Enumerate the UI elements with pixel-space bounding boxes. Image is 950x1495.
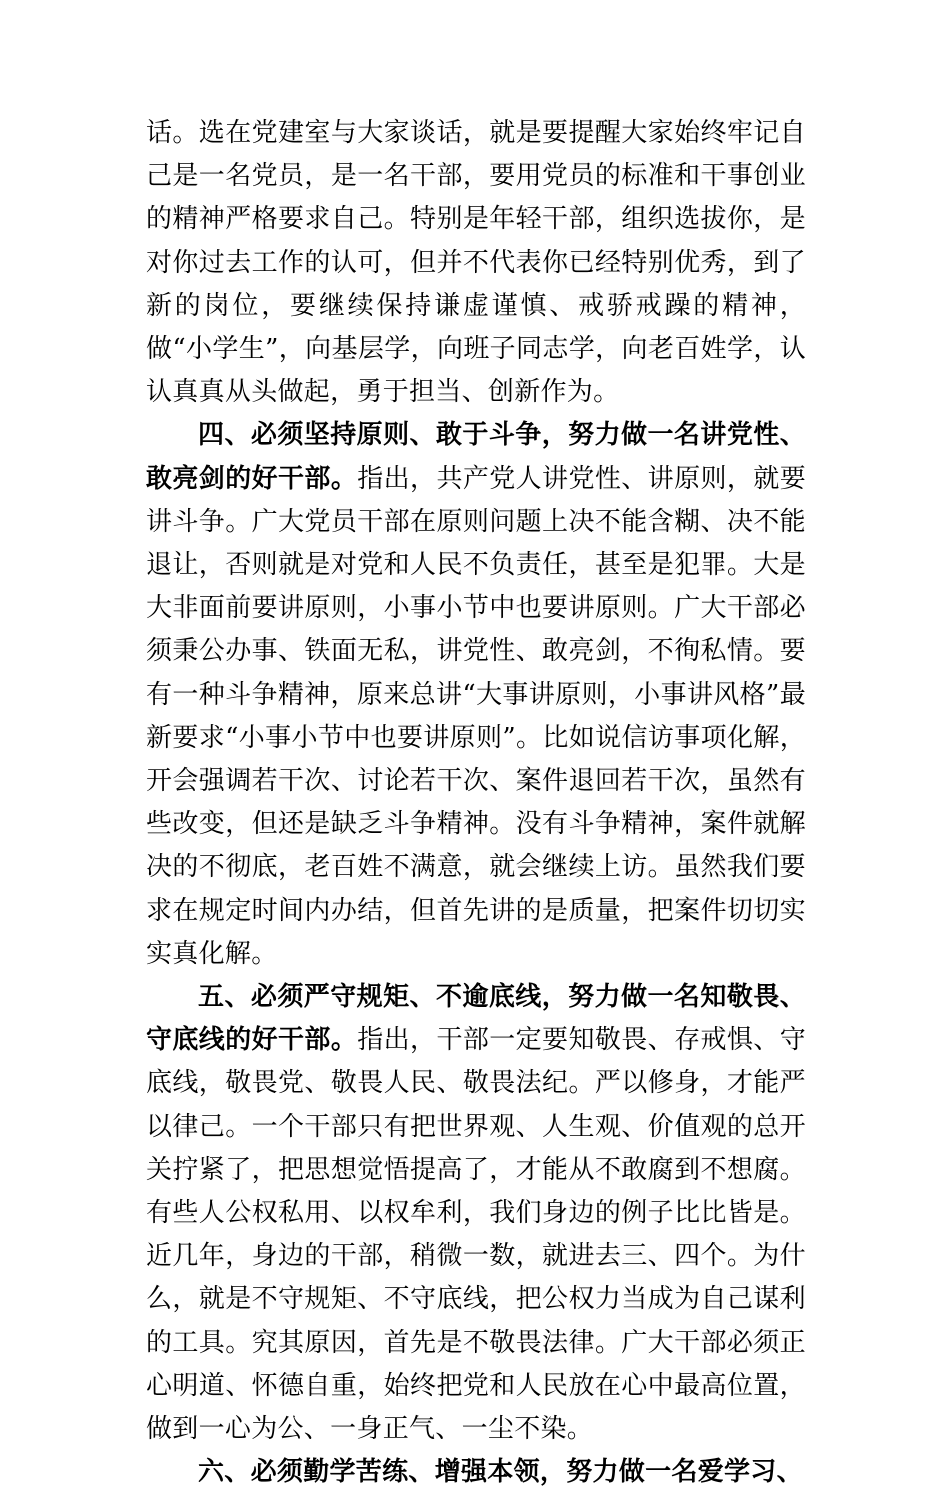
section-four-heading: 四、必须坚持原则、敢于斗争，努力做一名讲党性、敢亮剑的好干部。	[146, 420, 806, 494]
section-four-body: 指出，共产党人讲党性、讲原则，就要讲斗争。广大党员干部在原则问题上决不能含糊、决不能退让，否则就是对党和人民不负责任，甚至是犯罪。大是大非面前要讲原则，小事小节中也要讲原则。广大干部必须秉公办事、铁面无私，讲党性、敢亮剑，不徇私情。要有一种斗争精神，原来总讲“大事讲原则，小事讲风格”最新要求“小事小节中也要讲原则”。比如说信访事项化解，开会强调若干次、讨论若干次、案件退回若干次，虽然有些改变，但还是缺乏斗争精神。没有斗争精神，案件就解决的不彻底，老百姓不满意，就会继续上访。虽然我们要求在规定时间内办结，但首先讲的是质量，把案件切切实实真化解。	[146, 463, 806, 969]
section-five-paragraph	[146, 976, 806, 1451]
section-five-body: 指出，干部一定要知敬畏、存戒惧、守底线，敬畏党、敬畏人民、敬畏法纪。严以修身，才能严以律己。一个干部只有把世界观、人生观、价值观的总开关拧紧了，把思想觉悟提高了，才能从不敢腐到不想腐。有些人公权私用、以权牟利，我们身边的例子比比皆是。近几年，身边的干部，稍微一数，就进去三、四个。为什么，就是不守规矩、不守底线，把公权力当成为自己谋利的工具。究其原因，首先是不敬畏法律。广大干部必须正心明道、怀德自重，始终把党和人民放在心中最高位置，做到一心为公、一身正气、一尘不染。	[146, 1025, 806, 1445]
document-page	[146, 112, 806, 1495]
intro-paragraph: 话。选在党建室与大家谈话，就是要提醒大家始终牢记自己是一名党员，是一名干部，要用党员的标准和干事创业的精神严格要求自己。特别是年轻干部，组织选拔你，是对你过去工作的认可，但并不代表你已经特别优秀，到了新的岗位，要继续保持谦虚谨慎、戒骄戒躁的精神，做“小学生”，向基层学，向班子同志学，向老百姓学，认认真真从头做起，勇于担当、创新作为。	[146, 118, 806, 408]
section-six-paragraph	[146, 1451, 806, 1494]
section-five-heading: 五、必须严守规矩、不逾底线，努力做一名知敬畏、守底线的好干部。	[146, 982, 806, 1056]
section-four-paragraph	[146, 414, 806, 976]
section-six-heading: 六、必须勤学苦练、增强本领，努力做一名爱学习、	[198, 1457, 803, 1488]
